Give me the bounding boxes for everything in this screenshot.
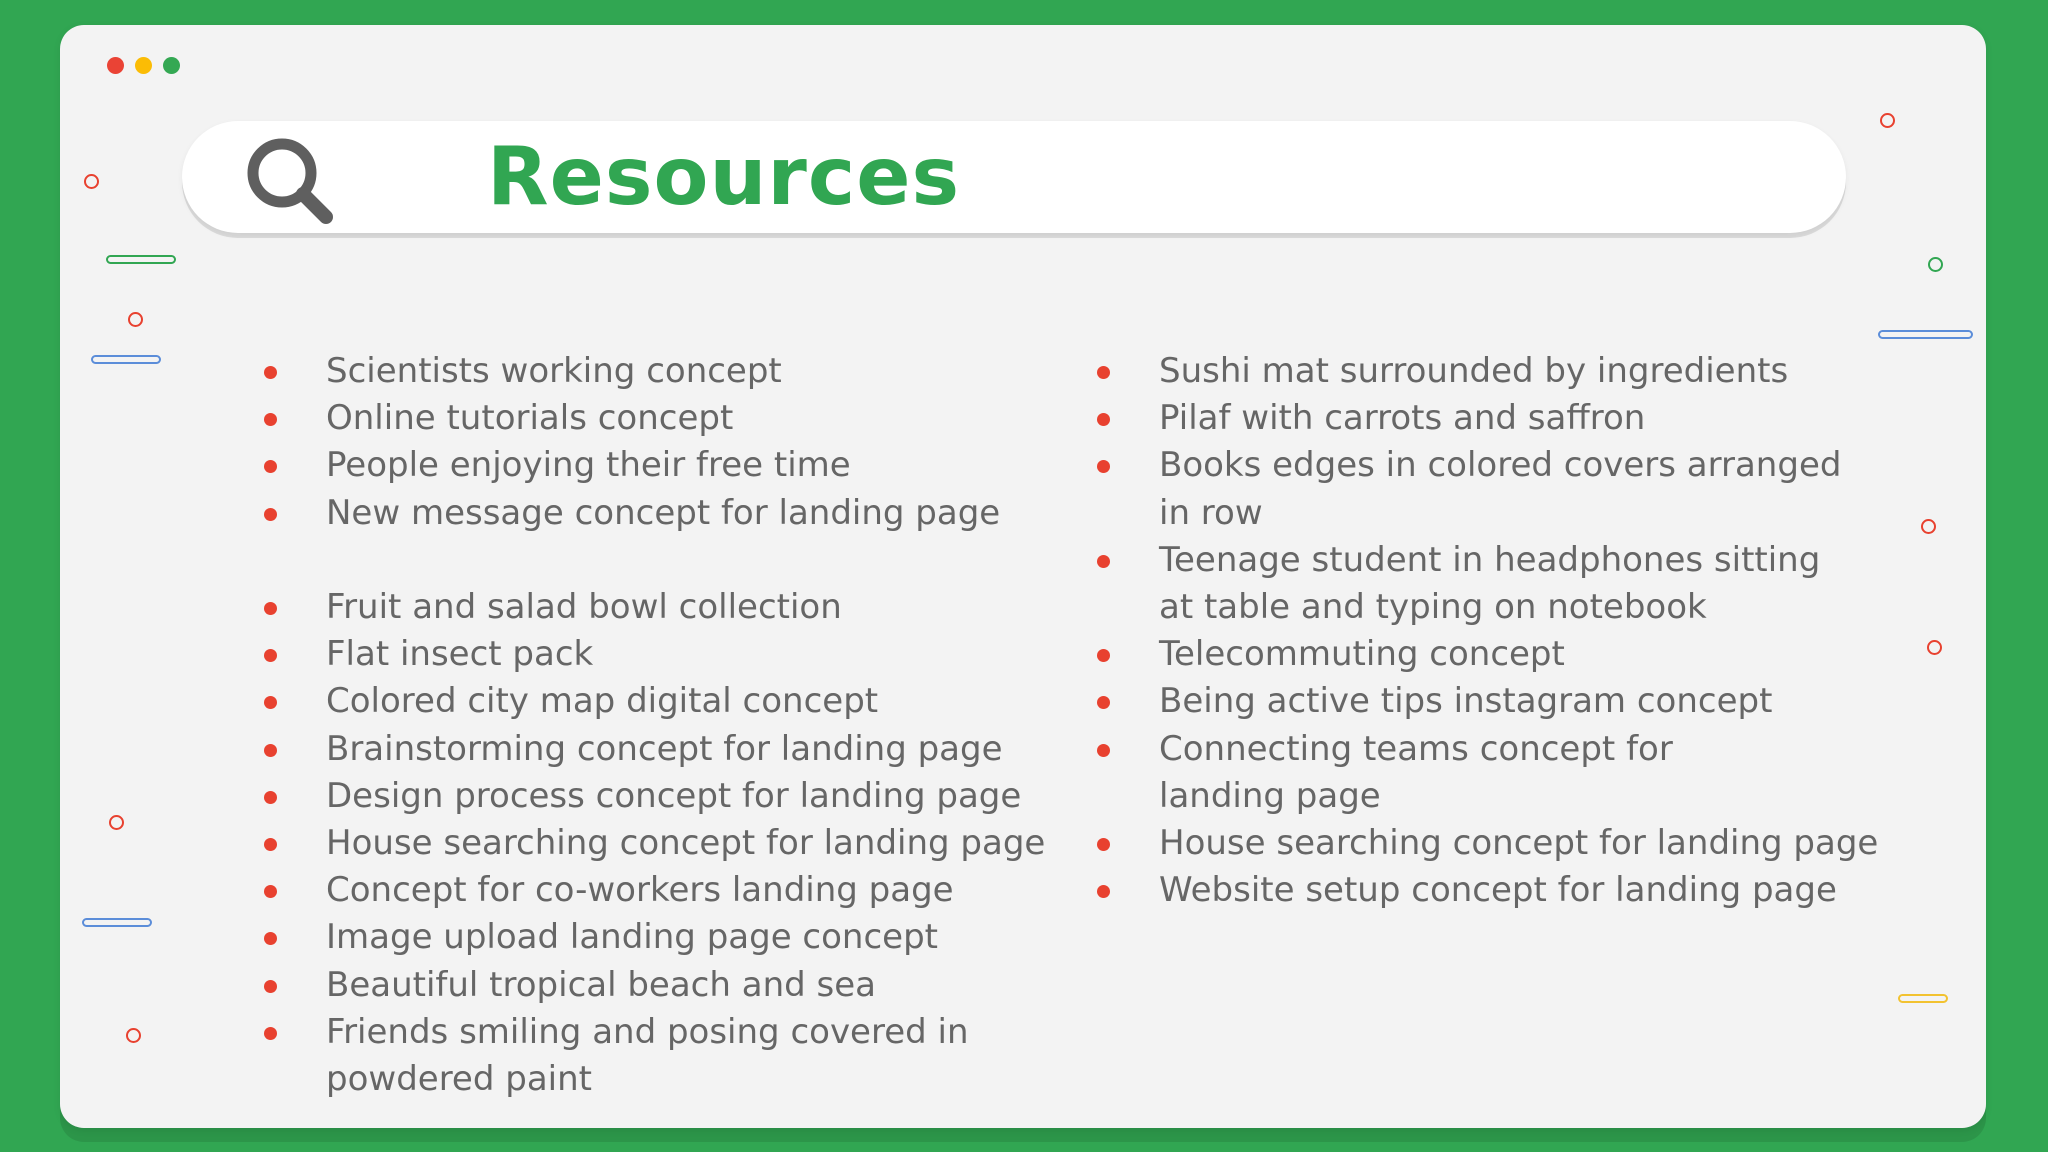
list-item: Telecommuting concept (1089, 631, 1889, 678)
decorative-ring (1927, 640, 1942, 655)
list-item: Online tutorials concept (256, 395, 1116, 442)
list-item: Teenage student in headphones sitting at table and typing on notebook (1089, 537, 1849, 631)
list-item: Being active tips instagram concept (1089, 678, 1889, 725)
list-item: House searching concept for landing page (1089, 820, 1889, 867)
decorative-ring (109, 815, 124, 830)
slide-window (60, 25, 1986, 1128)
decorative-ring (1921, 519, 1936, 534)
decorative-ring (84, 174, 99, 189)
decorative-dash (1878, 330, 1973, 339)
decorative-ring (1880, 113, 1895, 128)
decorative-dash (1898, 994, 1948, 1003)
list-item: Design process concept for landing page (256, 773, 1116, 820)
resource-list-left (256, 348, 1116, 1103)
window-controls (107, 57, 180, 74)
decorative-ring (126, 1028, 141, 1043)
search-icon (242, 133, 338, 229)
list-item: Beautiful tropical beach and sea (256, 962, 1116, 1009)
list-item: House searching concept for landing page (256, 820, 1116, 867)
list-item: Sushi mat surrounded by ingredients (1089, 348, 1889, 395)
resource-list-right (1089, 348, 1889, 914)
list-item: Concept for co-workers landing page (256, 867, 1116, 914)
decorative-dash (91, 355, 161, 364)
list-item: Colored city map digital concept (256, 678, 1116, 725)
list-item: Scientists working concept (256, 348, 1116, 395)
list-item: Brainstorming concept for landing page (256, 726, 1116, 773)
decorative-ring (128, 312, 143, 327)
list-item: Flat insect pack (256, 631, 1116, 678)
close-dot (107, 57, 124, 74)
list-item: Fruit and salad bowl collection (256, 584, 1116, 631)
list-item: Connecting teams concept for landing page (1089, 726, 1799, 820)
decorative-ring (1928, 257, 1943, 272)
minimize-dot (135, 57, 152, 74)
list-item: Friends smiling and posing covered in powdered paint (256, 1009, 976, 1103)
list-item: Image upload landing page concept (256, 914, 1116, 961)
page-title: Resources (487, 130, 961, 223)
list-item: Books edges in colored covers arranged in row (1089, 442, 1849, 536)
list-item: Website setup concept for landing page (1089, 867, 1889, 914)
list-item: New message concept for landing page (256, 490, 1116, 537)
list-item: Pilaf with carrots and saffron (1089, 395, 1889, 442)
search-bar (182, 121, 1846, 233)
decorative-dash (106, 255, 176, 264)
maximize-dot (163, 57, 180, 74)
list-item: People enjoying their free time (256, 442, 1116, 489)
decorative-dash (82, 918, 152, 927)
